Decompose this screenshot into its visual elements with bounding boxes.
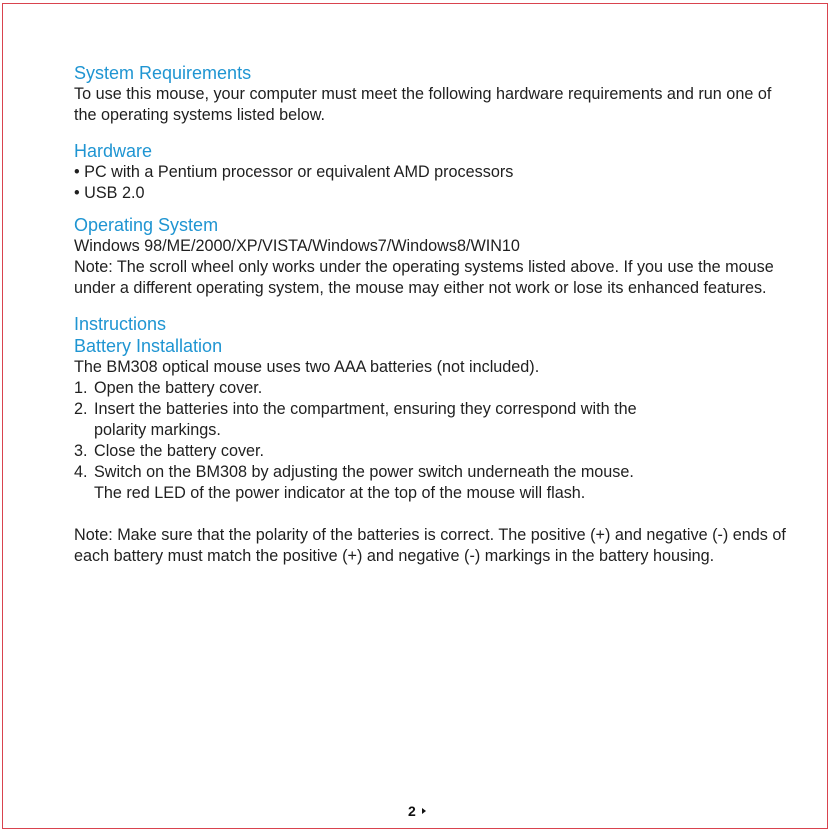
step-number: 2. bbox=[74, 400, 88, 418]
hardware-list bbox=[74, 162, 789, 204]
hardware-item: • USB 2.0 bbox=[74, 184, 145, 202]
step-text: Insert the batteries into the compartment, ensuring they correspond with the polarity markings. bbox=[94, 400, 637, 439]
hardware-item: • PC with a Pentium processor or equivalent AMD processors bbox=[74, 163, 514, 181]
operating-system-list: Windows 98/ME/2000/XP/VISTA/Windows7/Windows8/WIN10 bbox=[74, 237, 520, 255]
step-text: Switch on the BM308 by adjusting the power switch underneath the mouse. The red LED of the power indicator at the top of the mouse will flash. bbox=[94, 463, 634, 502]
step-number: 3. bbox=[74, 442, 88, 460]
battery-step bbox=[74, 378, 789, 399]
page-number: 2 bbox=[408, 803, 416, 819]
step-text: Open the battery cover. bbox=[94, 379, 263, 397]
battery-step bbox=[74, 441, 789, 462]
operating-system-note: Note: The scroll wheel only works under the operating systems listed above. If you use the mouse under a different operating system, the mouse may either not work or lose its enhanced features. bbox=[74, 258, 774, 297]
system-requirements-heading: System Requirements bbox=[74, 63, 252, 83]
battery-steps bbox=[74, 378, 789, 504]
battery-intro: The BM308 optical mouse uses two AAA batteries (not included). bbox=[74, 358, 540, 376]
step-text: Close the battery cover. bbox=[94, 442, 265, 460]
battery-step bbox=[74, 462, 649, 504]
step-number: 1. bbox=[74, 379, 88, 397]
battery-polarity-note: Note: Make sure that the polarity of the batteries is correct. The positive (+) and negative (-) ends of each battery must match the positive (+) and negative (-) markings in the battery housing. bbox=[74, 526, 786, 565]
battery-step bbox=[74, 399, 654, 441]
manual-page-content bbox=[74, 62, 789, 567]
page-arrow-icon bbox=[422, 808, 426, 814]
system-requirements-body: To use this mouse, your computer must meet the following hardware requirements and run one of the operating systems listed below. bbox=[74, 85, 772, 124]
battery-installation-heading: Battery Installation bbox=[74, 336, 223, 356]
hardware-heading: Hardware bbox=[74, 141, 153, 161]
instructions-heading: Instructions bbox=[74, 314, 167, 334]
step-number: 4. bbox=[74, 463, 88, 481]
operating-system-heading: Operating System bbox=[74, 215, 219, 235]
